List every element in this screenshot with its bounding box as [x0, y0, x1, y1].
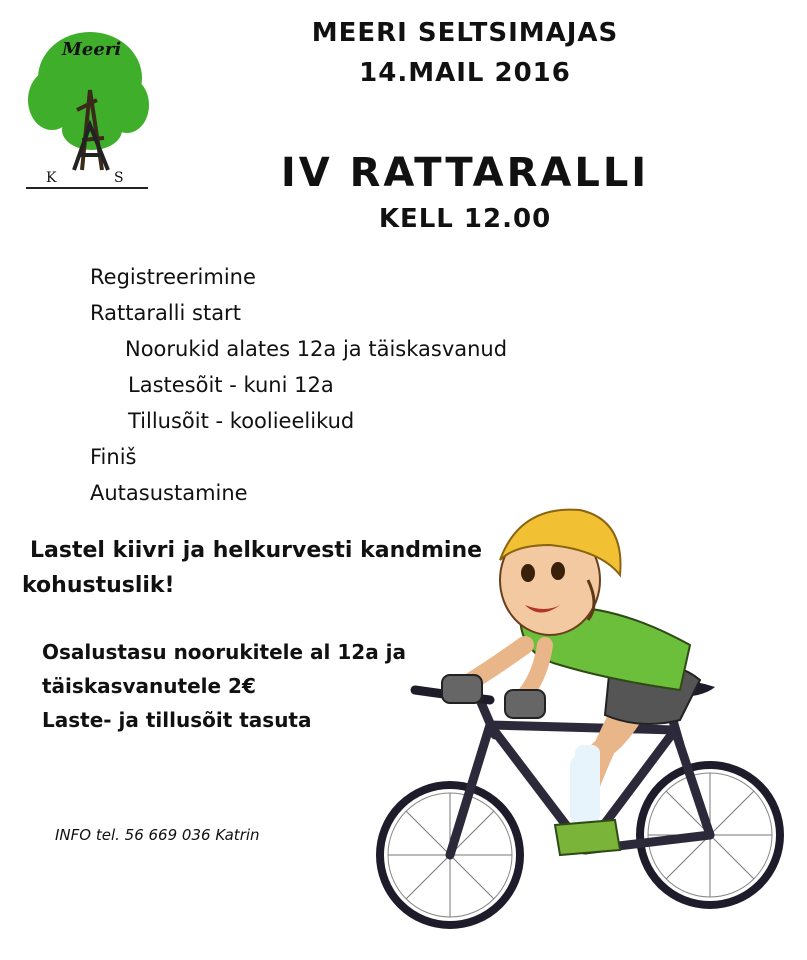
date-heading: 14.MAIL 2016 [359, 58, 571, 88]
helmet-notice-line1: Lastel kiivri ja helkurvesti kandmine [30, 538, 483, 563]
schedule-item: Rattaralli start [90, 301, 241, 325]
event-time: KELL 12.00 [378, 204, 552, 234]
fee-line: Laste- ja tillusõit tasuta [42, 708, 312, 732]
schedule-item: Finiš [90, 445, 137, 469]
fee-line: Osalustasu noorukitele al 12a ja [42, 640, 407, 664]
contact-info: INFO tel. 56 669 036 Katrin [55, 826, 260, 844]
logo-letter-k: K [46, 170, 57, 186]
helmet-notice-line2: kohustuslik! [22, 573, 175, 598]
child-on-bicycle-icon [370, 505, 800, 955]
logo-letter-s: S [114, 170, 124, 186]
schedule-item: Autasustamine [90, 481, 248, 505]
logo-top-text: Meeri [62, 39, 122, 60]
cyclist-illustration [370, 505, 800, 955]
venue-heading: MEERI SELTSIMAJAS [311, 18, 619, 48]
schedule-subitem: Lastesõit - kuni 12a [128, 373, 334, 397]
event-title: IV RATTARALLI [280, 150, 650, 196]
fee-line: täiskasvanutele 2€ [42, 674, 256, 698]
schedule-item: Registreerimine [90, 265, 256, 289]
schedule-subitem: Tillusõit - koolieelikud [128, 409, 355, 433]
schedule-subitem: Noorukid alates 12a ja täiskasvanud [125, 337, 508, 361]
